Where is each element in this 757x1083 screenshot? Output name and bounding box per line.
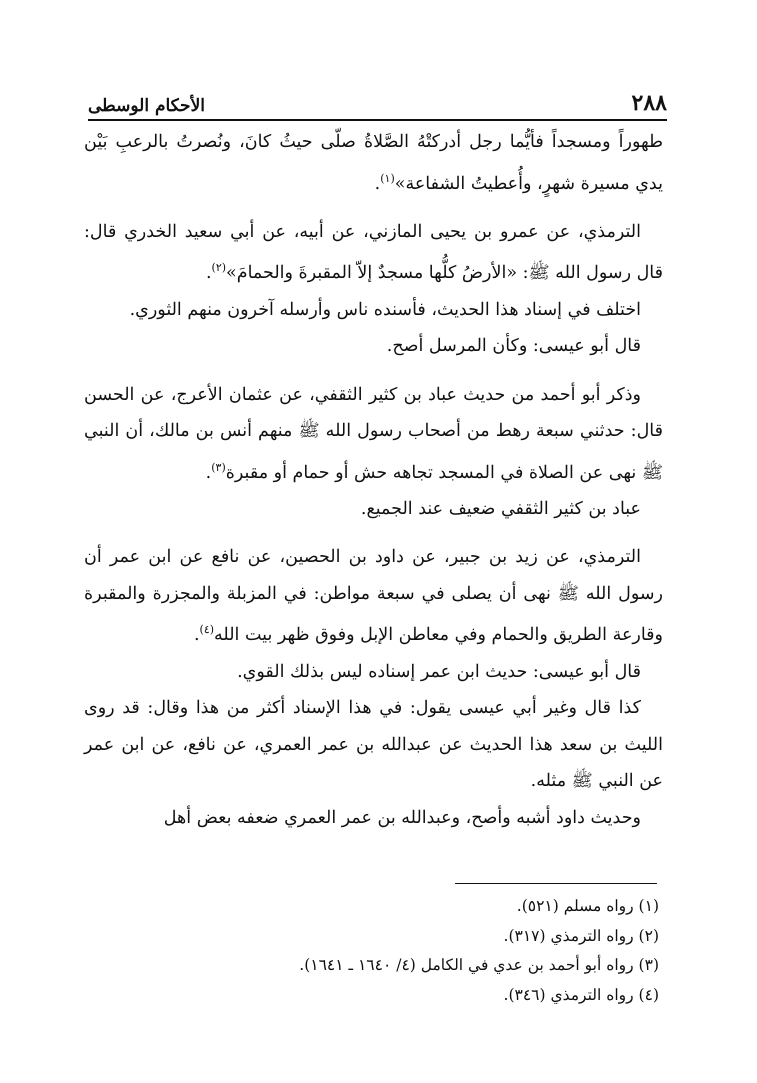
footnote-rule: [455, 883, 657, 884]
footnote-ref: (١): [380, 171, 395, 185]
footnote-ref: (٢): [211, 261, 227, 275]
footnote: (١) رواه مسلم (٥٢١).: [516, 897, 659, 915]
paragraph: عباد بن كثير الثقفي ضعيف عند الجميع.: [360, 498, 641, 519]
running-title: الأحكام الوسطى: [88, 96, 205, 116]
paragraph: الترمذي، عن عمرو بن يحيى المازني، عن أبيه، عن أبي سعيد الخدري قال: قال رسول الله ﷺ: «الأرضُ كلُّها مسجدٌ إلاّ المقبرةَ والحمامَ»$^{(٢)}$.: [84, 221, 663, 284]
paragraph: كذا قال وغير أبي عيسى يقول: في هذا الإسناد أكثر من هذا وقال: قد روى الليث بن سعد هذا الحديث عن عبدالله بن عمر العمري، عن نافع، عن ابن عمر عن النبي ﷺ مثله.: [84, 698, 663, 792]
footnotes: [84, 892, 659, 1010]
footnote-ref: (٣): [211, 460, 226, 474]
footnote: (٣) رواه أبو أحمد بن عدي في الكامل (٤/ ١٦٤٠ ـ ١٦٤١).: [299, 956, 659, 974]
paragraph: وذكر أبو أحمد من حديث عباد بن كثير الثقفي، عن عثمان الأعرج، عن الحسن قال: حدثني سبعة رهط من أصحاب رسول الله ﷺ منهم أنس بن مالك، أن النبي ﷺ نهى عن الصلاة في المسجد تجاهه حش أو حمام أو مقبرة$^{(٣)}$.: [84, 384, 663, 483]
footnote: (٤) رواه الترمذي (٣٤٦).: [503, 985, 659, 1004]
paragraph: اختلف في إسناد هذا الحديث، فأسنده ناس وأرسله آخرون منهم الثوري.: [129, 299, 641, 320]
paragraph: قال أبو عيسى: وكأن المرسل أصح.: [386, 336, 641, 357]
paragraph: الترمذي، عن زيد بن جبير، عن داود بن الحصين، عن نافع عن ابن عمر أن رسول الله ﷺ نهى أن يصلى في سبعة مواطن: في المزبلة والمجزرة والمقبرة وقارعة الطريق والحمام وفي معاطن الإبل وفوق ظهر بيت الله$^{(٤)}$.: [84, 547, 663, 646]
main-text: [84, 124, 663, 836]
footnote: (٢) رواه الترمذي (٣١٧).: [503, 926, 659, 945]
paragraph: قال أبو عيسى: حديث ابن عمر إسناده ليس بذلك القوي.: [237, 661, 641, 682]
header-rule: [88, 119, 667, 121]
page-number: ٢٨٨: [631, 90, 667, 116]
page-header: [88, 82, 667, 116]
footnote-ref: (٤): [199, 623, 215, 637]
paragraph: طهوراً ومسجداً فأيُّما رجل أدركتْهُ الصَّلاةُ صلّى حيثُ كانَ، ونُصرتُ بالرعبِ بَيْن يدي مسيرة شهرٍ، وأُعطيتُ الشفاعة»$^{(١)}$.: [84, 132, 663, 194]
paragraph: وحديث داود أشبه وأصح، وعبدالله بن عمر العمري ضعفه بعض أهل: [163, 807, 641, 828]
